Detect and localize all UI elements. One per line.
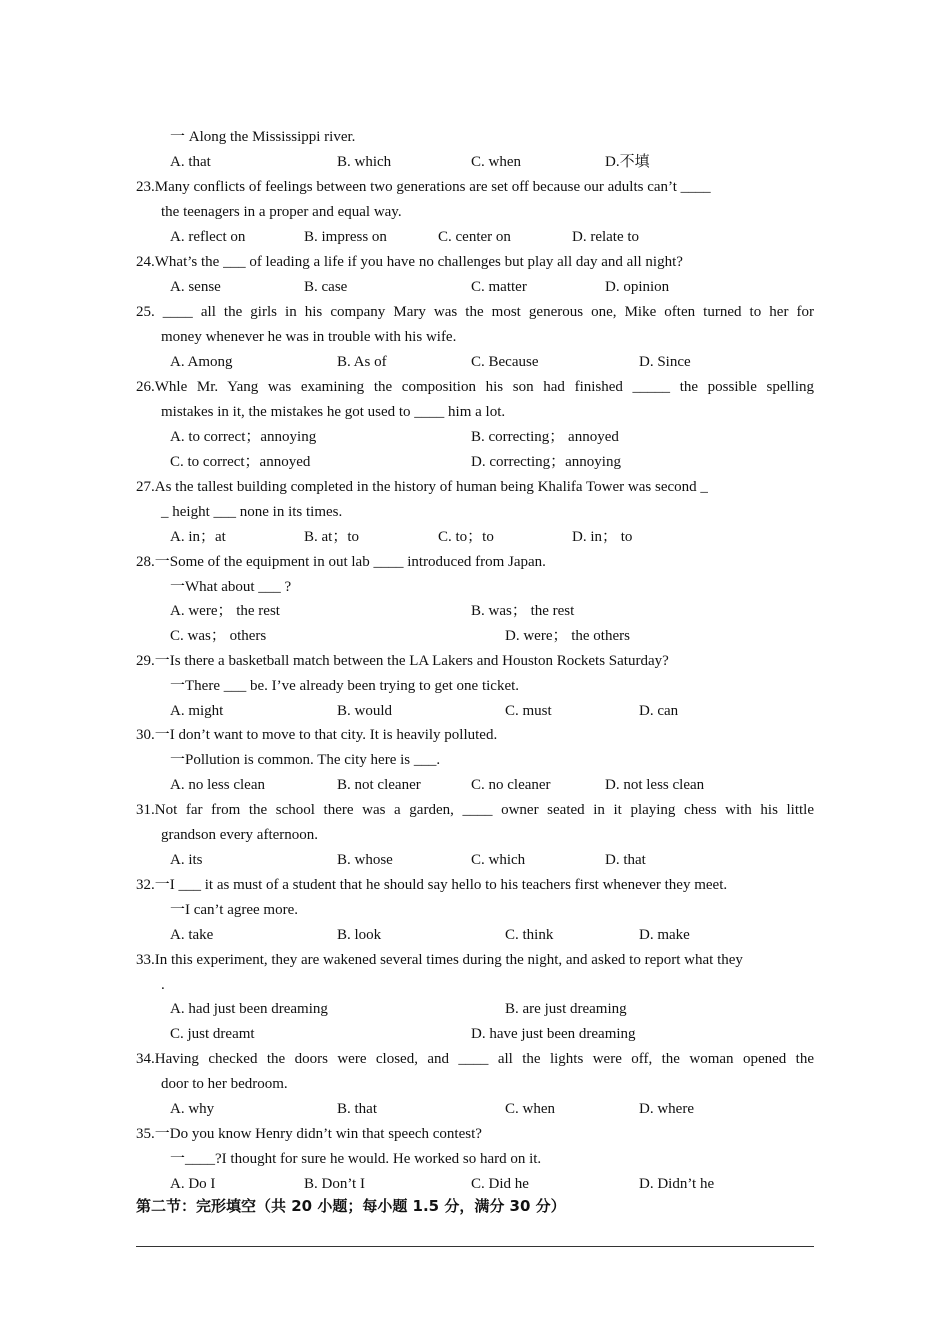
question-30-stem: 30.一I don’t want to move to that city. It is heavily polluted. [136, 727, 498, 743]
question-34-stem: 34.Having checked the doors were closed, and ____ all the lights were off, the woman opened the [136, 1051, 814, 1067]
question-26-cont: mistakes in it, the mistakes he got used to ____ him a lot. [161, 404, 506, 420]
question-33-stem: 33.In this experiment, they are wakened several times during the night, and asked to report what they [136, 952, 743, 968]
question-35-cont: 一____?I thought for sure he would. He worked so hard on it. [170, 1151, 542, 1167]
q28-option-d: D. were； the others [505, 628, 630, 644]
q25-option-b: B. As of [337, 354, 387, 370]
question-32-cont: 一I can’t agree more. [170, 902, 298, 918]
q33-option-b: B. are just dreaming [505, 1001, 627, 1017]
q24-option-b: B. case [304, 279, 348, 295]
q23-option-d: D. relate to [572, 229, 640, 245]
q31-option-b: B. whose [337, 852, 393, 868]
section-2-heading: 第二节：完形填空（共 20 小题；每小题 1.5 分，满分 30 分） [136, 1197, 566, 1215]
question-35-stem: 35.一Do you know Henry didn’t win that speech contest? [136, 1126, 482, 1142]
q35-option-d: D. Didn’t he [639, 1176, 715, 1192]
q26-option-d: D. correcting；annoying [471, 454, 621, 470]
q34-option-b: B. that [337, 1101, 377, 1117]
q29-option-c: C. must [505, 703, 552, 719]
q31-option-c: C. which [471, 852, 526, 868]
question-23-cont: the teenagers in a proper and equal way. [161, 204, 402, 220]
question-30-cont: 一Pollution is common. The city here is ___. [170, 752, 441, 768]
q31-option-a: A. its [170, 852, 203, 868]
q23-option-a: A. reflect on [170, 229, 246, 245]
q26-option-c: C. to correct；annoyed [170, 454, 311, 470]
question-28-stem: 28.一Some of the equipment in out lab ____ introduced from Japan. [136, 554, 546, 570]
q24-option-a: A. sense [170, 279, 221, 295]
question-31-stem: 31.Not far from the school there was a garden, ____ owner seated in it playing chess with his little [136, 802, 814, 818]
q33-option-a: A. had just been dreaming [170, 1001, 328, 1017]
question-29-stem: 29.一Is there a basketball match between the LA Lakers and Houston Rockets Saturday? [136, 653, 669, 669]
q22-option-a: A. that [170, 154, 211, 170]
q24-option-c: C. matter [471, 279, 527, 295]
q26-option-a: A. to correct；annoying [170, 429, 317, 445]
question-27-cont: _ height ___ none in its times. [161, 504, 343, 520]
q29-option-d: D. can [639, 703, 679, 719]
q32-option-c: C. think [505, 927, 554, 943]
q35-option-c: C. Did he [471, 1176, 529, 1192]
question-31-cont: grandson every afternoon. [161, 827, 319, 843]
question-33-cont: . [161, 977, 165, 993]
q24-option-d: D. opinion [605, 279, 670, 295]
q34-option-c: C. when [505, 1101, 555, 1117]
q35-option-b: B. Don’t I [304, 1176, 365, 1192]
footer-divider [136, 1246, 814, 1247]
q26-option-b: B. correcting； annoyed [471, 429, 619, 445]
q25-option-d: D. Since [639, 354, 691, 370]
q25-option-a: A. Among [170, 354, 233, 370]
q25-option-c: C. Because [471, 354, 539, 370]
q27-option-b: B. at；to [304, 529, 359, 545]
q33-option-c: C. just dreamt [170, 1026, 255, 1042]
q32-option-b: B. look [337, 927, 382, 943]
q23-option-c: C. center on [438, 229, 511, 245]
question-29-cont: 一There ___ be. I’ve already been trying to get one ticket. [170, 678, 520, 694]
q30-option-d: D. not less clean [605, 777, 705, 793]
q34-option-a: A. why [170, 1101, 215, 1117]
q31-option-d: D. that [605, 852, 646, 868]
q28-option-b: B. was； the rest [471, 603, 575, 619]
q28-option-a: A. were； the rest [170, 603, 280, 619]
q30-option-c: C. no cleaner [471, 777, 551, 793]
q27-option-a: A. in；at [170, 529, 226, 545]
question-26-stem: 26.Whle Mr. Yang was examining the composition his son had finished _____ the possible spelling [136, 379, 814, 395]
question-27-stem: 27.As the tallest building completed in the history of human being Khalifa Tower was second _ [136, 479, 708, 495]
q32-option-d: D. make [639, 927, 690, 943]
q28-option-c: C. was； others [170, 628, 267, 644]
q35-option-a: A. Do I [170, 1176, 216, 1192]
question-28-cont: 一What about ___ ? [170, 579, 292, 595]
q27-option-d: D. in； to [572, 529, 633, 545]
question-25-stem: 25. ____ all the girls in his company Mary was the most generous one, Mike often turned to her for [136, 304, 814, 320]
q22-option-c: C. when [471, 154, 521, 170]
q32-option-a: A. take [170, 927, 214, 943]
question-23-stem: 23.Many conflicts of feelings between two generations are set off because our adults can’t ____ [136, 179, 711, 195]
q27-option-c: C. to；to [438, 529, 494, 545]
q23-option-b: B. impress on [304, 229, 387, 245]
question-24-stem: 24.What’s the ___ of leading a life if you have no challenges but play all day and all night? [136, 254, 683, 270]
q30-option-b: B. not cleaner [337, 777, 421, 793]
question-34-cont: door to her bedroom. [161, 1076, 288, 1092]
question-25-cont: money whenever he was in trouble with his wife. [161, 329, 457, 345]
q29-option-a: A. might [170, 703, 224, 719]
q22-option-d: D.不填 [605, 154, 650, 170]
q29-option-b: B. would [337, 703, 393, 719]
q34-option-d: D. where [639, 1101, 694, 1117]
question-32-stem: 32.一I ___ it as must of a student that he should say hello to his teachers first whenever they meet. [136, 877, 728, 893]
q30-option-a: A. no less clean [170, 777, 265, 793]
q22-option-b: B. which [337, 154, 392, 170]
q33-option-d: D. have just been dreaming [471, 1026, 636, 1042]
question-22-response: 一 Along the Mississippi river. [170, 129, 356, 145]
